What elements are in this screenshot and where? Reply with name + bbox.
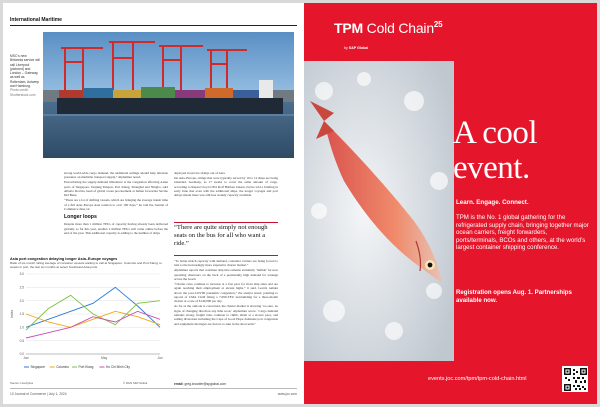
logo-tpm: TPM xyxy=(334,20,363,36)
line-chart xyxy=(10,270,164,380)
photo-caption xyxy=(10,54,40,97)
paragraph: strong world-wide cargo demand, the additional sailings should help alleviate pressures on maritime transport supply,” Alphaliner noted. xyxy=(64,171,168,180)
x-tick-label: May xyxy=(101,356,108,360)
caption-credit: Photo credit: Shutterstock.com xyxy=(10,88,36,97)
legend-label: Ho Chi Minh City xyxy=(106,365,130,370)
paragraph: On Asia–Europe, strings that were typically served by 10 to 12 ships are being extended. Germany, as 17 weeks to cover the same amount of cargo, according to Rupasi Lloyd CEO Rolf Habben Jansen, but he told a briefing in early June that even with the additional ships, the longer voyages and port delays meant there was still less weekly capacity available. xyxy=(174,175,278,198)
y-tick-label: 1.5 xyxy=(19,312,24,317)
chart-subtitle: Ratio of six-month rolling average of container vessels waiting to call at Singapore, Colombo and Port Klang; to weeks in port, the last six months at select Southeast Asia ports xyxy=(10,261,162,269)
y-tick-label: 1.0 xyxy=(19,325,24,330)
legend-label: Port Klang xyxy=(78,365,94,370)
paragraph: “There are a lot of shifting vessels, which are bringing the average transit time of a full Asia–Europe Asia rotation to over 100 days,” he told the Journal of Commerce June 12. xyxy=(64,198,168,211)
paragraph: Alphaliner reports that container ship hire remains extremely ‘bullish’ for new operating charterers on the back of a persistently high demand for tonnage across the board. xyxy=(174,268,278,281)
paragraph: “To better match capacity with demand, container carriers are being forced to turn to the increasingly more expensive charter market.” xyxy=(174,259,278,268)
ad-url-link[interactable]: events.joc.com/tpm/tpm-cold-chain.html xyxy=(428,376,527,382)
y-tick-label: 2.5 xyxy=(19,285,24,290)
author-email xyxy=(174,382,226,386)
pullquote-rule-top xyxy=(174,222,278,223)
caption-text: MSC’s new Britannia service will call Liverpool (pictured) and London – Gateway, as well as Rotterdam, Antwerp and Hamburg. xyxy=(10,54,40,89)
y-tick-label: 0.5 xyxy=(19,338,24,343)
byline-prefix: by xyxy=(344,46,348,50)
qr-code[interactable] xyxy=(562,366,588,392)
y-tick-label: 2.0 xyxy=(19,298,24,303)
tpm-cold-chain-logo xyxy=(334,20,442,36)
email-label: email: xyxy=(174,382,184,386)
section-label: International Maritime xyxy=(10,17,62,23)
article-page xyxy=(3,3,304,404)
paragraph: “Charter rates continue to increase at a fast pace for most ship sizes and are again reaching their employment at eleven highs,” it said. Levels remain above the post-COVID pandemic congestion,” the analyst noted, pointing to reports of CMA CGM fixing a 7,090-TEU newbuilding for a three-month charter at a rate of $140,000 per day. xyxy=(174,281,278,304)
port-photo xyxy=(43,32,294,158)
legend-label: Singapore xyxy=(30,365,46,370)
ad-call-to-action: Registration opens Aug. 1. Partnerships available now. xyxy=(456,289,572,304)
y-tick-label: 3.0 xyxy=(19,272,24,277)
article-column-2-continued xyxy=(174,259,278,327)
y-tick-label: 0.0 xyxy=(19,352,24,357)
pullquote-rule-bottom xyxy=(174,255,278,256)
fish-on-ice-image xyxy=(304,61,454,361)
chart-area xyxy=(10,270,164,396)
series-line-ho-chi-minh-city xyxy=(26,311,160,338)
chart-panel xyxy=(10,257,164,385)
logo-byline xyxy=(344,46,368,50)
subhead: Longer loops xyxy=(64,214,97,221)
legend-label: Colombo xyxy=(56,365,70,370)
page-footer-folio: 10 Journal of Commerce | July 1, 2024 xyxy=(10,392,67,396)
paragraph: Despite more than 1 million TEUs of capacity having already been delivered globally so far this year, another 2 million TEUs will come online before the end of the year. This additional capacity is adding to the number of ships xyxy=(64,222,168,235)
ad-tagline: Learn. Engage. Connect. xyxy=(456,199,529,206)
email-link[interactable]: greg.knowler@spglobal.com xyxy=(184,382,227,386)
x-tick-label: Jun xyxy=(157,356,163,360)
article-column-1 xyxy=(64,171,168,236)
footer-rule xyxy=(10,388,297,389)
chart-source: Source: Linerlytica xyxy=(10,381,34,385)
ad-headline: A cool event. xyxy=(453,115,538,186)
logo-cold-chain: Cold Chain xyxy=(366,20,434,36)
ad-body-text: TPM is the No. 1 global gathering for the refrigerated supply chain, bringing together major ocean carriers, freight forwarders, ports/terminals, BCOs and others, at the world’s largest container shipping conference. xyxy=(456,214,589,252)
x-tick-label: Jan xyxy=(23,356,29,360)
section-rule xyxy=(10,25,297,26)
logo-year: 25 xyxy=(433,20,443,29)
byline-brand: S&P Global xyxy=(348,46,369,50)
paragraph: As for as the outlook is concerned, the charter market is showing ‘no sure, no signs of changing direction any time soon,’ Alphaliner wrote. ‘Cargo demand remains strong, freight rates continue to climb, albeit at a slower pace, and sailing diversions including the Cape of Good Hope dominate port congestion and equipment shortages are factors to take in the short term.” xyxy=(174,304,278,326)
paragraph: Exacerbating the supply-demand imbalance is the congestion affecting Asian ports of Singapore, Tanjung Pelepas, Port Klang, Shanghai and Ningbo, said Alberto Rovida, head of global ocean procurement at Italian forwarder Savino Del Bene. xyxy=(64,180,168,198)
article-column-2 xyxy=(174,171,278,198)
y-axis-label: Index xyxy=(10,309,14,319)
paragraph: deployed in service strings out of Asia. xyxy=(174,171,226,175)
chart-credit: © 2024 S&P Global xyxy=(123,381,148,385)
advertisement-page xyxy=(304,3,597,404)
page-footer-url: www.joc.com xyxy=(277,392,297,396)
pullquote: “There are quite simply not enough seats on the bus for all who want a ride.” xyxy=(174,224,268,248)
chart-title: Asia port congestion delaying longer Asia–Europe voyages xyxy=(10,257,118,261)
